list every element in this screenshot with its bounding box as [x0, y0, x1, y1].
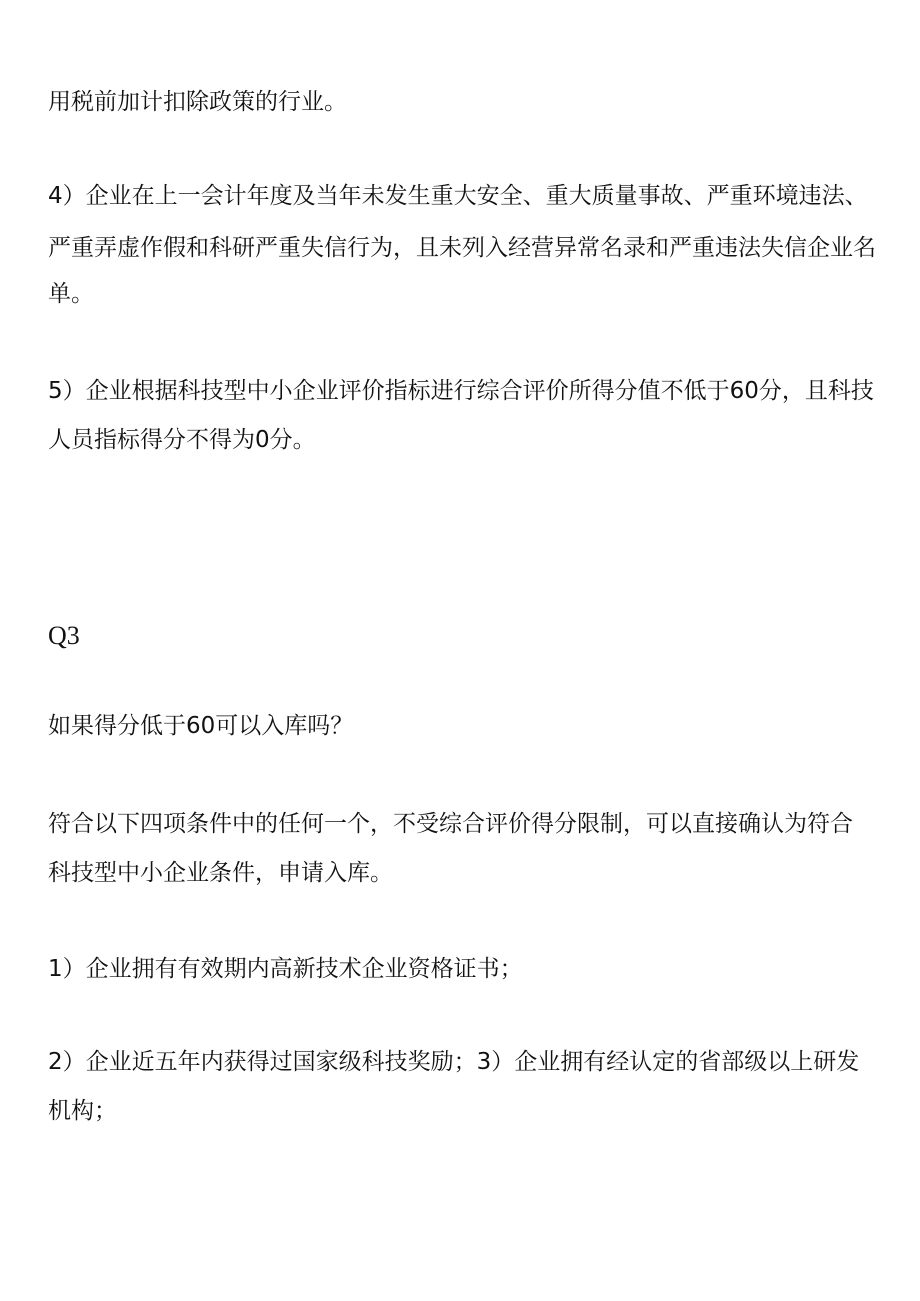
list-item-2-line-1: 2）企业近五年内获得过国家级科技奖励；3）企业拥有经认定的省部级以上研发	[48, 1049, 860, 1075]
question-text: 如果得分低于60可以入库吗？	[48, 713, 354, 739]
list-item-1: 1）企业拥有有效期内高新技术企业资格证书；	[48, 956, 523, 982]
answer-line-2: 科技型中小企业条件，申请入库。	[48, 860, 393, 886]
section-heading-q3: Q3	[48, 621, 80, 650]
paragraph-2-line-3: 单。	[48, 281, 94, 307]
paragraph-2-line-1: 4）企业在上一会计年度及当年未发生重大安全、重大质量事故、严重环境违法、	[48, 183, 868, 209]
paragraph-3-line-1: 5）企业根据科技型中小企业评价指标进行综合评价所得分值不低于60分，且科技	[48, 378, 874, 404]
paragraph-3-line-2: 人员指标得分不得为0分。	[48, 427, 316, 453]
answer-line-1: 符合以下四项条件中的任何一个，不受综合评价得分限制，可以直接确认为符合	[48, 811, 853, 837]
list-item-2-line-2: 机构；	[48, 1098, 117, 1124]
paragraph-2-line-2: 严重弄虚作假和科研严重失信行为，且未列入经营异常名录和严重违法失信企业名	[48, 235, 876, 261]
paragraph-1-line-1: 用税前加计扣除政策的行业。	[48, 89, 347, 115]
